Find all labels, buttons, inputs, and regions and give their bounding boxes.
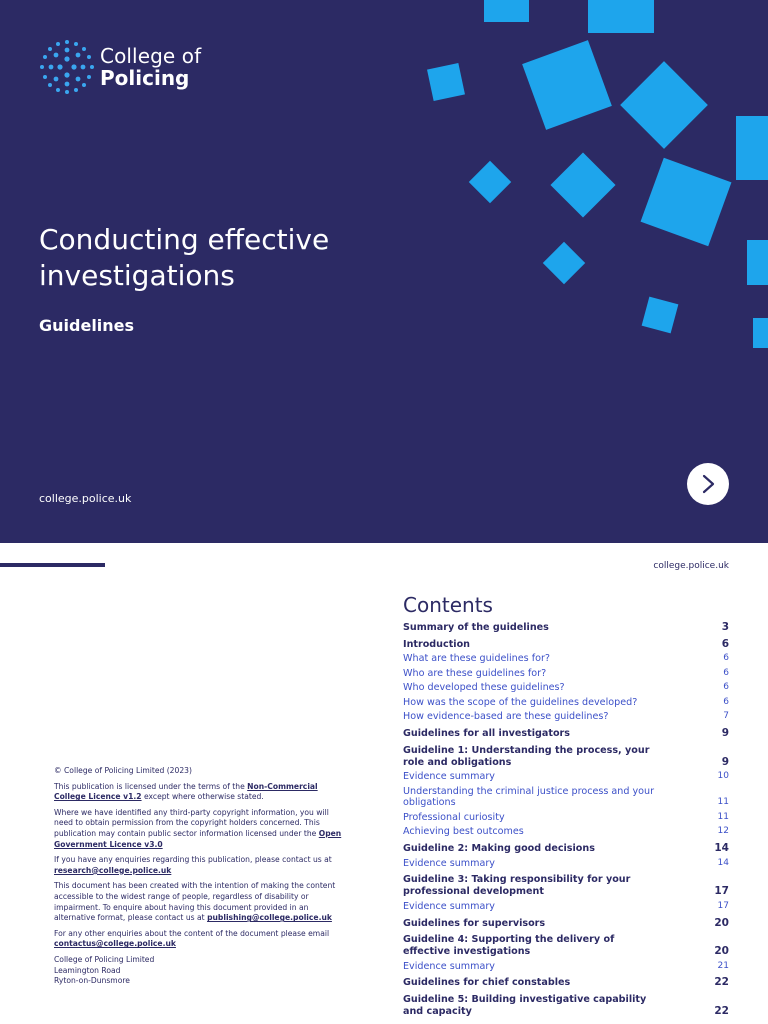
toc-entry-page: 6 bbox=[723, 653, 729, 664]
toc-entry-page: 9 bbox=[721, 755, 729, 768]
toc-entry-page: 6 bbox=[723, 696, 729, 707]
contents-heading: Contents bbox=[403, 593, 493, 617]
toc-entry-page: 17 bbox=[714, 885, 729, 898]
toc-entry-page: 14 bbox=[714, 842, 729, 855]
toc-entry[interactable] bbox=[403, 901, 729, 913]
toc-entry-page: 11 bbox=[717, 797, 729, 808]
address-line: Ryton-on-Dunsmore bbox=[54, 976, 130, 986]
toc-entry-title: Professional curiosity bbox=[403, 811, 505, 823]
toc-entry-title: Evidence summary bbox=[403, 857, 495, 869]
cover-website-url[interactable]: college.police.uk bbox=[39, 492, 132, 505]
toc-entry[interactable] bbox=[403, 918, 729, 930]
toc-entry[interactable] bbox=[403, 682, 729, 694]
toc-entry-title: Guideline 2: Making good decisions bbox=[403, 843, 595, 855]
toc-entry-title: Guideline 3: Taking responsibility for your professional development bbox=[403, 874, 631, 898]
cover-subtitle: Guidelines bbox=[39, 316, 135, 335]
toc-entry-page: 11 bbox=[717, 811, 729, 822]
address-line: Leamington Road bbox=[54, 965, 121, 975]
page-website-url[interactable]: college.police.uk bbox=[653, 561, 729, 571]
toc-entry[interactable] bbox=[403, 812, 729, 824]
header-rule bbox=[0, 563, 105, 567]
toc-entry-title: Guidelines for all investigators bbox=[403, 728, 570, 740]
table-of-contents bbox=[403, 592, 729, 1018]
open-government-licence-link[interactable]: Open Government Licence v3.0 bbox=[54, 828, 342, 849]
toc-entry[interactable] bbox=[403, 874, 729, 898]
toc-entry-page: 20 bbox=[714, 945, 729, 958]
toc-entry[interactable] bbox=[403, 934, 729, 958]
toc-entry[interactable] bbox=[403, 728, 729, 740]
toc-entry[interactable] bbox=[403, 771, 729, 783]
logo-line-1: College of bbox=[100, 44, 202, 68]
toc-entry-title: Evidence summary bbox=[403, 900, 495, 912]
third-party-text bbox=[54, 808, 344, 850]
toc-entry-title: Guideline 4: Supporting the delivery of effective investigations bbox=[403, 934, 615, 958]
accessibility-text bbox=[54, 881, 344, 923]
copyright-text: © College of Policing Limited (2023) bbox=[54, 766, 192, 775]
other-enquiries-pre: For any other enquiries about the content of the document please email bbox=[54, 928, 330, 938]
toc-entry[interactable] bbox=[403, 711, 729, 723]
toc-list bbox=[403, 622, 729, 1018]
toc-entry-title: Guideline 1: Understanding the process, your role and obligations bbox=[403, 744, 650, 768]
toc-entry[interactable] bbox=[403, 668, 729, 680]
toc-entry-title: What are these guidelines for? bbox=[403, 653, 550, 665]
college-of-policing-logo bbox=[38, 38, 201, 96]
toc-entry[interactable] bbox=[403, 994, 729, 1018]
toc-entry-title: Achieving best outcomes bbox=[403, 826, 524, 838]
toc-entry-title: Guideline 5: Building investigative capability and capacity bbox=[403, 994, 647, 1017]
address-line: College of Policing Limited bbox=[54, 954, 155, 964]
logo-wordmark bbox=[100, 45, 201, 89]
toc-entry-page: 12 bbox=[717, 826, 729, 837]
toc-entry-title: How was the scope of the guidelines developed? bbox=[403, 696, 638, 708]
licence-post: except where otherwise stated. bbox=[141, 792, 264, 802]
publishing-email-link[interactable]: publishing@college.police.uk bbox=[207, 913, 332, 923]
licence-text bbox=[54, 782, 344, 803]
toc-entry-title: Who developed these guidelines? bbox=[403, 682, 565, 694]
toc-entry[interactable] bbox=[403, 653, 729, 665]
research-email-link[interactable]: research@college.police.uk bbox=[54, 865, 172, 875]
toc-entry-page: 22 bbox=[714, 976, 729, 989]
toc-entry-page: 6 bbox=[721, 637, 729, 650]
toc-entry-title: How evidence-based are these guidelines? bbox=[403, 711, 609, 723]
accessibility-pre: This document has been created with the intention of making the content accessible to the widest range of people, regardless of disability or impairment. To enquire about having this document provided in an alternative format, please contact us at bbox=[54, 881, 336, 923]
toc-entry-page: 17 bbox=[717, 900, 729, 911]
non-commercial-licence-link[interactable]: Non-Commercial College Licence v1.2 bbox=[54, 781, 318, 802]
other-enquiries-text bbox=[54, 929, 344, 950]
enquiries-pre: If you have any enquiries regarding this publication, please contact us at bbox=[54, 855, 332, 865]
toc-entry-page: 22 bbox=[714, 1004, 729, 1017]
toc-entry-title: Summary of the guidelines bbox=[403, 622, 549, 633]
enquiries-text bbox=[54, 855, 344, 876]
logo-dots-icon bbox=[38, 38, 96, 96]
toc-entry-title: Introduction bbox=[403, 638, 470, 650]
next-page-button[interactable] bbox=[687, 463, 729, 505]
toc-entry-page: 6 bbox=[723, 682, 729, 693]
toc-entry[interactable] bbox=[403, 843, 729, 855]
toc-entry-title: Evidence summary bbox=[403, 960, 495, 972]
third-party-pre: Where we have identified any third-party copyright information, you will need to obtain permission from the copyright holders concerned. This publication may contain public sector information licensed under the bbox=[54, 807, 329, 838]
toc-entry[interactable] bbox=[403, 786, 729, 810]
toc-entry-page: 3 bbox=[721, 621, 729, 633]
toc-entry-title: Understanding the criminal justice process and your obligations bbox=[403, 785, 655, 809]
toc-entry[interactable] bbox=[403, 639, 729, 651]
toc-entry-page: 14 bbox=[717, 857, 729, 868]
toc-entry-page: 7 bbox=[723, 711, 729, 722]
toc-entry-title: Evidence summary bbox=[403, 771, 495, 783]
licence-pre: This publication is licensed under the terms of the bbox=[54, 781, 248, 791]
contactus-email-link[interactable]: contactus@college.police.uk bbox=[54, 939, 176, 949]
toc-entry-title: Guidelines for supervisors bbox=[403, 917, 546, 929]
chevron-right-icon bbox=[698, 474, 718, 494]
toc-entry[interactable] bbox=[403, 977, 729, 989]
toc-entry[interactable] bbox=[403, 745, 729, 769]
toc-entry-title: Guidelines for chief constables bbox=[403, 977, 571, 989]
logo-line-2: Policing bbox=[100, 66, 190, 90]
toc-entry-page: 20 bbox=[714, 916, 729, 929]
toc-entry-page: 9 bbox=[721, 727, 729, 740]
toc-entry[interactable] bbox=[403, 961, 729, 973]
toc-entry[interactable] bbox=[403, 697, 729, 709]
toc-entry-title: Who are these guidelines for? bbox=[403, 667, 547, 679]
toc-entry[interactable] bbox=[403, 622, 729, 634]
toc-entry[interactable] bbox=[403, 826, 729, 838]
cover-title: Conducting effective investigations bbox=[39, 223, 330, 292]
toc-entry-page: 6 bbox=[723, 667, 729, 678]
toc-entry[interactable] bbox=[403, 858, 729, 870]
legal-notice bbox=[54, 766, 344, 987]
toc-entry-page: 10 bbox=[717, 771, 729, 782]
toc-entry-page: 21 bbox=[717, 960, 729, 971]
